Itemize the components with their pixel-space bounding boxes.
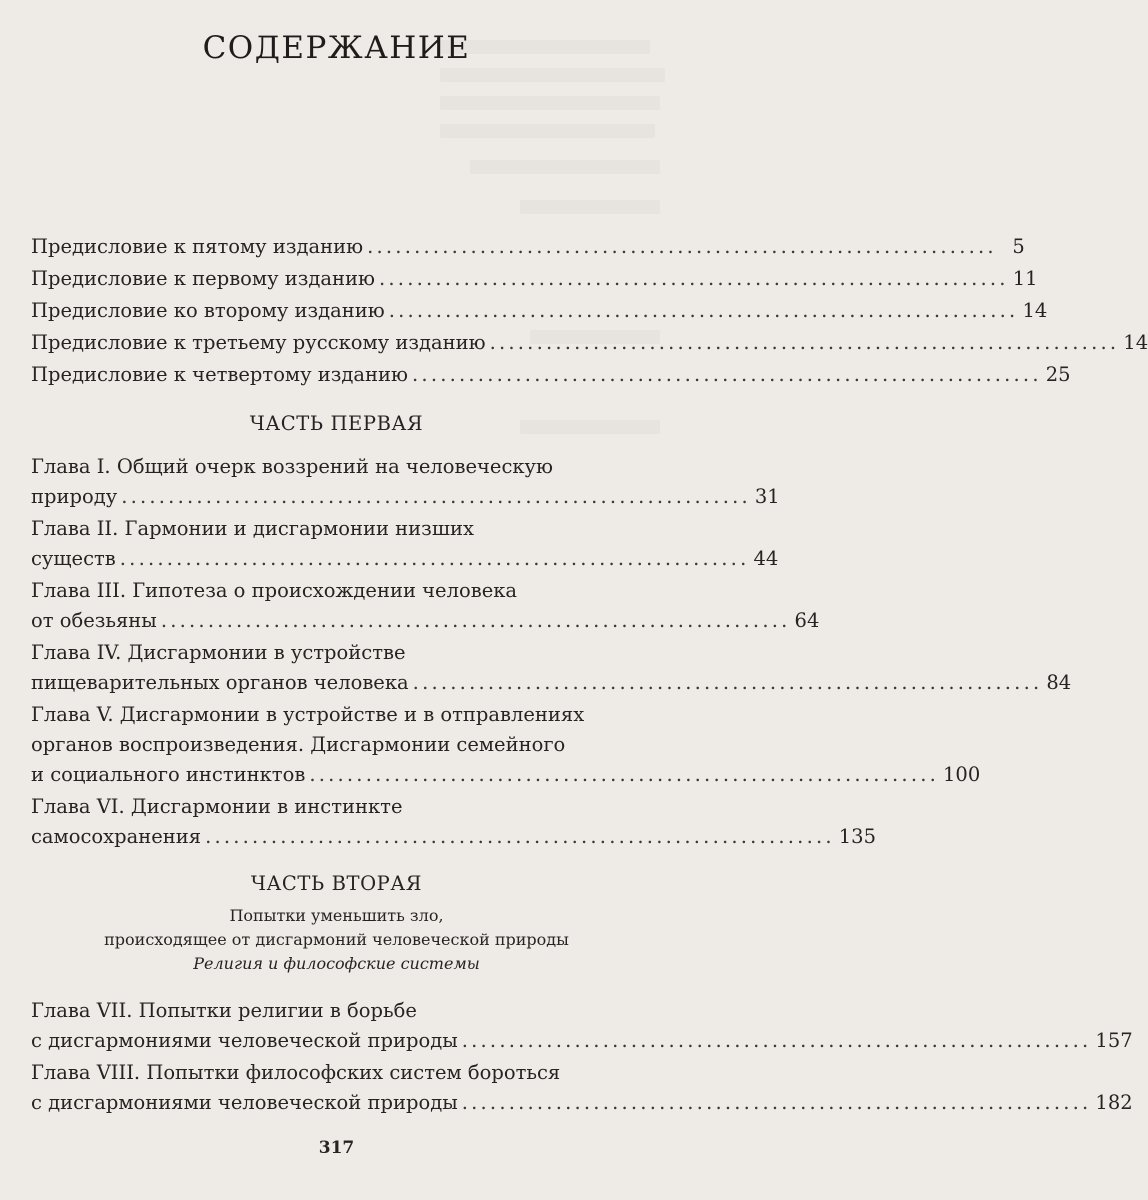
entry-title-line: Глава I. Общий очерк воззрений на человеческую (31, 455, 554, 478)
toc-entry (31, 328, 1148, 358)
entry-title: Предисловие к пятому изданию (31, 235, 364, 258)
leader-dots: ................................................................... (461, 1029, 1092, 1052)
entry-page: 31 (754, 485, 780, 508)
entry-page: 14 (1123, 331, 1148, 354)
entry-page: 100 (943, 763, 981, 786)
entry-page: 157 (1095, 1029, 1133, 1052)
toc-entry (31, 792, 876, 852)
entry-title-line: Глава VI. Дисгармонии в инстинкте (31, 795, 403, 818)
toc-entry (31, 296, 1048, 326)
part-two-subtitle: происходящее от дисгармоний человеческой природы (104, 930, 569, 949)
entry-title-line: Глава VII. Попытки религии в борьбе (31, 999, 417, 1022)
leader-dots: ................................................................... (309, 763, 940, 786)
entry-title-line: Глава IV. Дисгармонии в устройстве (31, 641, 406, 664)
leader-dots: ................................................................... (160, 609, 791, 632)
entry-title-line: Глава VIII. Попытки философских систем бороться (31, 1061, 561, 1084)
toc-entry (31, 996, 1133, 1056)
entry-title: с дисгармониями человеческой природы (31, 1029, 458, 1052)
entry-page: 182 (1095, 1091, 1133, 1114)
entry-title: от обезьяны (31, 609, 157, 632)
leader-dots: ................................................................... (388, 299, 1019, 322)
entry-title: и социального инстинктов (31, 763, 306, 786)
toc-entry (31, 700, 981, 790)
entry-title: Предисловие ко второму изданию (31, 299, 385, 322)
entry-page: 44 (753, 547, 779, 570)
entry-title: с дисгармониями человеческой природы (31, 1091, 458, 1114)
entry-title: Предисловие к первому изданию (31, 267, 375, 290)
entry-title: Предисловие к четвертому изданию (31, 363, 409, 386)
entry-title-line: Глава V. Дисгармонии в устройстве и в отправлениях (31, 703, 585, 726)
toc-entry (31, 360, 1071, 390)
leader-dots: ................................................................... (379, 267, 1009, 290)
part-one-heading: ЧАСТЬ ПЕРВАЯ (249, 412, 424, 435)
entry-title: Предисловие к третьему русскому изданию (31, 331, 486, 354)
part-two-heading: ЧАСТЬ ВТОРАЯ (250, 872, 423, 895)
entry-title: самосохранения (31, 825, 202, 848)
toc-entry (31, 514, 779, 574)
part-two-subtitle-italic: Религия и философские системы (193, 954, 480, 973)
entry-page: 25 (1045, 363, 1071, 386)
page-title: СОДЕРЖАНИЕ (202, 30, 471, 66)
entry-page: 11 (1012, 267, 1038, 290)
leader-dots: ................................................................... (412, 671, 1043, 694)
entry-title: природу (31, 485, 118, 508)
entry-title: пищеварительных органов человека (31, 671, 409, 694)
toc-entry (31, 638, 1072, 698)
toc-entry (31, 452, 780, 512)
leader-dots: ................................................................... (489, 331, 1120, 354)
entry-page: 64 (794, 609, 820, 632)
page-number: 317 (318, 1138, 355, 1158)
part-two-subtitle: Попытки уменьшить зло, (229, 906, 444, 925)
leader-dots: ................................................................... (412, 363, 1042, 386)
entry-title: существ (31, 547, 116, 570)
leader-dots: ................................................................... (205, 825, 835, 848)
entry-title-line: Глава III. Гипотеза о происхождении человека (31, 579, 518, 602)
toc-entry (31, 264, 1038, 294)
leader-dots: ................................................................... (119, 547, 750, 570)
leader-dots: ................................................................... (367, 235, 997, 258)
entry-title-line: Глава II. Гармонии и дисгармонии низших (31, 517, 474, 540)
entry-title-line: органов воспроизведения. Дисгармонии семейного (31, 733, 566, 756)
toc-entry (31, 576, 820, 636)
leader-dots: ................................................................... (121, 485, 751, 508)
entry-page: 5 (1012, 235, 1025, 258)
leader-dots: ................................................................... (461, 1091, 1092, 1114)
entry-page: 14 (1022, 299, 1048, 322)
toc-entry (31, 1058, 1133, 1118)
toc-entry (31, 232, 1025, 262)
entry-page: 84 (1046, 671, 1072, 694)
entry-page: 135 (838, 825, 876, 848)
